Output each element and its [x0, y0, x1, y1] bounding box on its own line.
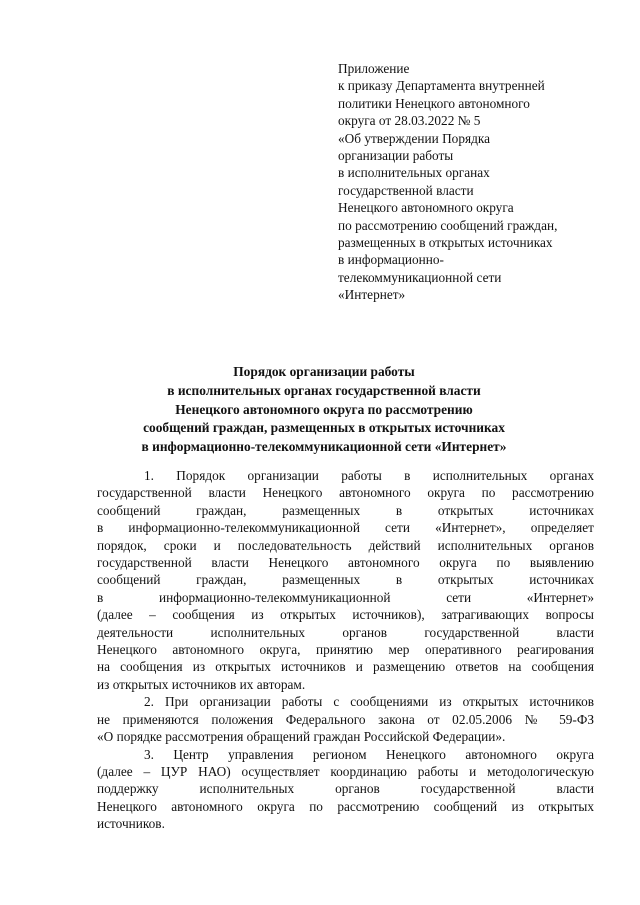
appendix-line: по рассмотрению сообщений граждан, [338, 217, 558, 233]
paragraph-1-line: 1. Порядок организации работы в исполнительных органах [144, 468, 594, 483]
title-line: Порядок организации работы [233, 364, 415, 379]
appendix-line: в информационно- [338, 252, 444, 268]
paragraph-3-line: 3. Центр управления регионом Ненецкого автономного округа [144, 746, 594, 762]
paragraph-1-line: государственной власти Ненецкого автономного округа по выявлению [97, 555, 594, 571]
paragraph-2-line: «О порядке рассмотрения обращений граждан Российской Федерации». [97, 729, 506, 745]
appendix-line: размещенных в открытых источниках [338, 235, 553, 251]
title-line: в информационно-телекоммуникационной сети «Интернет» [141, 439, 507, 455]
appendix-line: организации работы [338, 148, 454, 164]
paragraph-1-line: Ненецкого автономного округа, принятию мер оперативного реагирования [97, 642, 594, 658]
appendix-line: «Об утверждении Порядка [338, 130, 491, 146]
appendix-header [338, 60, 608, 304]
paragraph-2-line: 2. При организации работы с сообщениями из открытых источников [144, 694, 594, 710]
title-line: Ненецкого автономного округа по рассмотрению [175, 401, 473, 417]
paragraph-1-line: сообщений граждан, размещенных в открытых источниках [97, 502, 594, 518]
appendix-line: округа от 28.03.2022 № 5 [338, 113, 481, 129]
appendix-line: Ненецкого автономного округа [338, 200, 514, 216]
paragraph-3-line: источников. [97, 816, 165, 832]
paragraph-3-line: поддержку исполнительных органов государственной власти [97, 781, 594, 797]
paragraph-3-line: (далее – ЦУР НАО) осуществляет координацию работы и методологическую [97, 763, 594, 779]
document-title [60, 363, 588, 457]
appendix-line: Приложение [338, 61, 410, 76]
appendix-line: государственной власти [338, 182, 474, 198]
paragraph-2-line: не применяются положения Федерального закона от 02.05.2006 № 59-ФЗ [97, 711, 594, 727]
paragraph-1-line: деятельности исполнительных органов государственной власти [97, 624, 594, 640]
title-line: сообщений граждан, размещенных в открытых источниках [143, 420, 505, 436]
document-body [97, 467, 594, 833]
paragraph-1-line: сообщений граждан, размещенных в открытых источниках [97, 572, 594, 588]
paragraph-1-line: (далее – сообщения из открытых источников), затрагивающих вопросы [97, 607, 594, 623]
paragraph-1-line: в информационно-телекоммуникационной сети «Интернет» [97, 589, 594, 605]
title-line: в исполнительных органах государственной власти [167, 382, 481, 398]
appendix-line: «Интернет» [338, 287, 406, 303]
appendix-line: к приказу Департамента внутренней [338, 78, 545, 94]
paragraph-1-line: порядок, сроки и последовательность действий исполнительных органов [97, 537, 594, 553]
paragraph-1-line: на сообщения из открытых источников и размещению ответов на сообщения [97, 659, 594, 675]
paragraph-1-line: государственной власти Ненецкого автономного округа по рассмотрению [97, 485, 594, 501]
appendix-line: телекоммуникационной сети [338, 269, 502, 285]
paragraph-1-line: в информационно-телекоммуникационной сети «Интернет», определяет [97, 520, 594, 536]
paragraph-3-line: Ненецкого автономного округа по рассмотрению сообщений из открытых [97, 798, 594, 814]
appendix-line: политики Ненецкого автономного [338, 95, 530, 111]
paragraph-1-line: из открытых источников их авторам. [97, 676, 306, 692]
appendix-line: в исполнительных органах [338, 165, 490, 181]
